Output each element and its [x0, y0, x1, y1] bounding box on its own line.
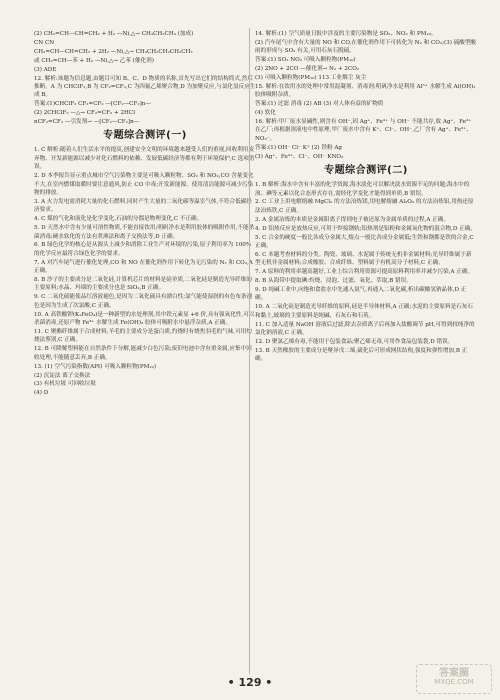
answer-line: nCF₂=CF₂ —引发剂→ —[CF₂—CF₂]n— [34, 119, 140, 126]
answer-line: 或 CH₂=CH—苯 + H₂ —Ni,△→ 乙苯 (催化剂) [34, 57, 154, 64]
answer-item: 12. D 聚氯乙烯有毒,不能用于包装食品;聚乙烯无毒,可用作食品包装袋,D 错误。 [255, 338, 454, 345]
answer-line: (3) ADE [34, 66, 57, 73]
answer-line: 答案:(1) 过滤 消毒 (2) AB (3) 对人体有益的矿物质 [255, 101, 384, 108]
section-heading-2: 专题综合测评(二) [324, 165, 408, 177]
answer-line: (4) 软化 [255, 110, 276, 117]
answer-item: 9. C 二氧化硫能使品红溶液褪色,是因为二氧化硫具有漂白性;氯气能使湿润的有色布条褪色是因为生成了次氯酸,C 正确。 [34, 294, 253, 309]
answer-line: (3) 可吸入颗粒物(PM₁₀) 113 工业烟尘 灰尘 [255, 75, 367, 82]
answer-line: CH₂=CH—CH=CH₂ + 2H₂ —Ni,△→ CH₃CH₂CH₂CH₂CH₃ [34, 48, 193, 55]
answer-line: (2) CH₂=CH—CH=CH₂ + H₂ —Ni,△→ CH₃CH₂CH₃ (加成) [34, 31, 194, 37]
answer-line: (2) 2CHClF₂ —△→ CF₂=CF₂ + 2HCl [34, 110, 135, 117]
answer-line: 答案:(1)CHClF₂ CF₂=CF₂ —[CF₂—CF₂]n— [34, 101, 151, 108]
page-number: • 129 • [227, 676, 273, 689]
right-top-block [255, 30, 477, 161]
answer-item: 4. C 煤的气化和液化是化学变化,石油的分馏是物理变化,C 不正确。 [34, 216, 203, 223]
answer-line: 答案:(1) OH⁻ Cl⁻ K⁺ (2) 铁粉 Ag [255, 144, 342, 151]
answer-item: 1. B 解析:海水中含有丰富的化学资源,海水淡化可以解决淡水资源不足的问题;海水中的溴、碘等元素以化合态形式存在,需经化学变化才能得到单质,B 错误。 [255, 182, 470, 197]
answer-item: 3. A 金属冶炼的本质是金属阳离子得到电子被还原为金属单质的过程,A 正确。 [255, 216, 449, 223]
answer-line: 14. 解析:(1) 空气质量日报中涉及的主要污染物是 SO₂、NO₂ 和 PM₁₀。 [255, 31, 437, 37]
answer-item: 6. C 本题考查材料的分类。陶瓷、玻璃、水泥属于传统无机非金属材料;光导纤维属于新型无机非金属材料;合成橡胶、合成纤维、塑料属于有机高分子材料,C 正确。 [255, 251, 472, 267]
answer-item: 9. D 纯碱工业中,向饱和食盐水中先通入氨气,再通入二氧化碳,析出碳酸氢钠晶体,D 正确。 [255, 286, 467, 302]
answer-item: 7. A 对汽车尾气进行催化处理,CO 和 NO 在催化剂作用下转化为无污染的 N₂ 和 CO₂,A 正确。 [34, 259, 253, 275]
answer-line: 答案:(1) SO₂ NO₂ 可吸入颗粒物(PM₁₀) [255, 57, 356, 64]
answer-item: 2. C 工业上用电解熔融 MgCl₂ 的方法冶炼镁,用电解熔融 Al₂O₃ 的方法冶炼铝,用热还原法冶炼铁,C 正确。 [255, 199, 474, 214]
answer-item: 2. D 本季报告显示重点城市空气污染物主要是可吸入颗粒物、SO₂ 和 NO₂,CO 含量变化不大,在室内燃煤取暖时要注意通风,防止 CO 中毒;开发新能源、使用清洁能源可减少污染物的排放。 [34, 173, 254, 196]
answer-line: 16. 解析:甲厂废水显碱性,则含有 OH⁻,因 Ag⁺、Fe³⁺ 与 OH⁻ 不能共存,故 Ag⁺、Fe³⁺ 在乙厂;再根据溶液电中性原理,甲厂废水中含有 K⁺、Cl⁻、OH⁻,乙厂含有 Ag⁺、Fe³⁺、NO₃⁻。 [255, 119, 472, 142]
answer-item: 8. B 从海带中提取碘:灼烧、浸泡、过滤、氧化、萃取,B 错误。 [255, 278, 412, 285]
answer-item: 5. C 合金的硬度一般比各成分金属大,熔点一般比各成分金属低;生铁和钢都是铁的合金,C 正确。 [255, 234, 474, 249]
answer-line: (3) Ag⁺、Fe³⁺、Cl⁻、OH⁻ KNO₃ [255, 153, 344, 160]
answer-item: 11. C 聚酯纤维属于合成材料,羊毛的主要成分是蛋白质,灼烧时有烧焦羽毛的气味,可用灼烧法鉴别,C 正确。 [34, 329, 252, 344]
left-items [34, 146, 256, 397]
answer-item: 11. C 加入适量 NaOH 溶液后过滤,除去杂质离子后再加入盐酸调节 pH,可得到较纯净的氯化钠溶液,C 正确。 [255, 321, 475, 336]
left-column [34, 30, 256, 398]
answer-item: 12. B 可降解塑料能在自然条件下分解,能减少白色污染;废旧电池中含有重金属,应集中回收处理,不能随意丢弃,B 正确。 [34, 346, 252, 361]
right-column [255, 30, 477, 364]
answer-item: 5. D 天然水中含有少量可溶性物质,不能直接饮用;明矾净水是利用胶体的吸附作用,不能杀菌消毒;硬水软化的方法有煮沸法和离子交换法等,D 正确。 [34, 225, 255, 240]
watermark-title: 答案圈 [439, 668, 469, 679]
answer-item: (2) 沉淀法 离子交换法 [34, 372, 91, 379]
answer-item: 3. A 火力发电需消耗大量的化石燃料,同时产生大量的二氧化碳等温室气体,不符合低碳经济要求。 [34, 198, 252, 214]
answer-item: 13. (1) 空气污染指数(API) 可吸入颗粒物(PM₁₀) [34, 363, 156, 370]
answer-item: 1. C 解析:随着人们生活水平的提高,创建安全文明的环境越来越受人们的重视,回收利用废弃物、开发新能源以减少对化石燃料的依赖、发展低碳经济等都有利于环境保护,C 选项错误。 [34, 147, 255, 171]
section-heading-1: 专题综合测评(一) [103, 130, 187, 142]
answer-item: 10. A 高铁酸钾(K₂FeO₄)是一种新型的水处理剂,其中铁元素显 +6 价,具有强氧化性,可以杀菌消毒,还原产物 Fe³⁺ 水解生成 Fe(OH)₃ 胶体可吸附水中悬浮杂质,A 正确。 [34, 311, 255, 327]
answer-line: CN CN [34, 39, 55, 46]
answer-item: 7. A 原料的利用率越高越好,工业上综合利用资源可提高原料利用率并减少污染,A 正确。 [255, 269, 474, 276]
answer-item: 4. D 铝热反应是放热反应,可用于焊接钢轨;铝热剂是铝粉和金属氧化物的混合物,D 正确。 [255, 225, 476, 232]
answer-line: 15. 解析:在饮用水的处理中常用混凝剂、消毒剂;明矾净水是利用 Al³⁺ 水解生成 Al(OH)₃ 胶体吸附杂质。 [255, 83, 476, 99]
answer-item: 6. B 绿色化学的核心是从源头上减少和消除工业生产对环境的污染,原子利用率为 100% 的化学反应最符合绿色化学的要求。 [34, 242, 252, 257]
answer-item: (4) D [34, 390, 49, 397]
answer-item: (3) 有机垃圾 可回收垃圾 [34, 381, 96, 388]
answer-item: 13. B 天然橡胶的主要成分是聚异戊二烯,硫化后可形成网状结构,强度和弹性增加,B 正确。 [255, 347, 468, 363]
watermark-url: MXQE.COM [434, 678, 474, 686]
answer-item: 10. A 二氧化硅是制造光导纤维的原料,硅是半导体材料,A 正确;水泥的主要原料是石灰石和黏土,玻璃的主要原料是纯碱、石灰石和石英。 [255, 304, 473, 319]
left-top-block [34, 30, 256, 126]
watermark-stamp [416, 664, 492, 694]
answer-line: (2) 汽车尾气中含有大量的 NO 和 CO,在催化剂作用下可转化为 N₂ 和 CO₂;(3) 硫酸型酸雨的形成与 SO₂ 有关,可用石灰石脱硫。 [255, 39, 477, 55]
answer-line: 12. 解析:该题为信息题,由题目可知 B、C、D 物质的名称,首先写出它们的结构简式,然后推断。A 为 CHClF₂,B 为 CF₂=CF₂,C 为四氟乙烯聚合物,D 为加聚反应,与氯化氢反应生成 B。 [34, 75, 256, 99]
answer-line: (2) 2NO + 2CO —催化剂→ N₂ + 2CO₂ [255, 66, 360, 73]
right-items [255, 181, 477, 364]
column-divider [249, 28, 250, 674]
answer-item: 8. B 沙子的主要成分是二氧化硅,计算机芯片的材料是硅单质,二氧化硅是制造光导纤维的主要原料;水晶、玛瑙的主要成分也是 SiO₂,B 正确。 [34, 277, 252, 292]
